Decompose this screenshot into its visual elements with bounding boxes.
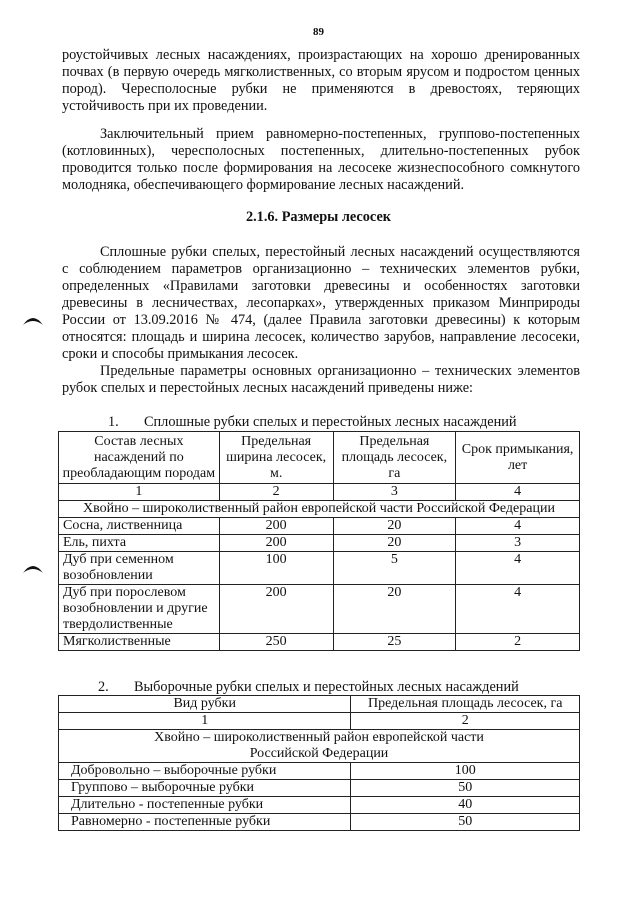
species-cell: Дуб при порослевом возобновлении и другие твердолиственные (59, 585, 220, 634)
table-row (59, 585, 580, 634)
width-cell: 200 (219, 535, 333, 552)
column-header-area: Предельная площадь лесосек, га (351, 696, 580, 713)
table-2-number: 2. (98, 679, 109, 695)
column-header-term: Срок примыкания, лет (456, 432, 580, 484)
column-number: 1 (59, 713, 351, 730)
species-cell: Мягколиственные (59, 634, 220, 651)
term-cell: 4 (456, 518, 580, 535)
binder-hole-mark-icon (22, 565, 44, 574)
region-cell (59, 730, 580, 763)
area-cell: 100 (351, 763, 580, 780)
paragraph-4 (62, 363, 580, 397)
table-header-row (59, 696, 580, 713)
column-number: 2 (219, 484, 333, 501)
paragraph-2 (62, 126, 580, 194)
section-heading: 2.1.6. Размеры лесосек (245, 209, 392, 225)
species-cell: Дуб при семенном возобновлении (59, 552, 220, 585)
width-cell: 200 (219, 585, 333, 634)
table-row (59, 763, 580, 780)
species-cell: Сосна, лиственница (59, 518, 220, 535)
table-row (59, 518, 580, 535)
width-cell: 250 (219, 634, 333, 651)
table-header-row (59, 432, 580, 484)
term-cell: 2 (456, 634, 580, 651)
region-line-1: Хвойно – широколиственный район европейской части (154, 730, 484, 745)
cut-type-cell: Группово – выборочные рубки (59, 780, 351, 797)
binder-hole-mark-icon (22, 317, 44, 326)
column-header-width: Предельная ширина лесосек, м. (219, 432, 333, 484)
table-row (59, 797, 580, 814)
region-row (59, 501, 580, 518)
term-cell: 4 (456, 552, 580, 585)
table-1-caption-text: Сплошные рубки спелых и перестойных лесных насаждений (144, 414, 517, 430)
paragraph-3 (62, 244, 580, 363)
table-row (59, 634, 580, 651)
area-cell: 5 (333, 552, 456, 585)
area-cell: 40 (351, 797, 580, 814)
width-cell: 100 (219, 552, 333, 585)
cut-type-cell: Длительно - постепенные рубки (59, 797, 351, 814)
column-number-row (59, 713, 580, 730)
width-cell: 200 (219, 518, 333, 535)
species-cell: Ель, пихта (59, 535, 220, 552)
column-header-species: Состав лесных насаждений по преобладающим породам (59, 432, 220, 484)
column-number: 3 (333, 484, 456, 501)
column-header-area: Предельная площадь лесосек, га (333, 432, 456, 484)
region-line-2: Российской Федерации (249, 746, 389, 761)
paragraph-1 (62, 47, 580, 115)
page-number: 89 (313, 26, 324, 38)
area-cell: 50 (351, 814, 580, 831)
term-cell: 4 (456, 585, 580, 634)
column-number: 1 (59, 484, 220, 501)
area-cell: 20 (333, 535, 456, 552)
cut-type-cell: Добровольно – выборочные рубки (59, 763, 351, 780)
table-row (59, 552, 580, 585)
table-2-caption (98, 679, 519, 696)
column-header-cut-type: Вид рубки (59, 696, 351, 713)
clear-cutting-table (58, 431, 580, 651)
column-number-row (59, 484, 580, 501)
table-1-number: 1. (108, 414, 119, 430)
area-cell: 50 (351, 780, 580, 797)
paragraph-4-text: Предельные параметры основных организационно – технических элементов рубок спелых и перестойных лесных насаждений приведены ниже: (62, 363, 580, 396)
table-row (59, 814, 580, 831)
region-row (59, 730, 580, 763)
column-number: 4 (456, 484, 580, 501)
area-cell: 20 (333, 585, 456, 634)
region-cell: Хвойно – широколиственный район европейской части Российской Федерации (59, 501, 580, 518)
table-row (59, 535, 580, 552)
column-number: 2 (351, 713, 580, 730)
area-cell: 20 (333, 518, 456, 535)
cut-type-cell: Равномерно - постепенные рубки (59, 814, 351, 831)
table-1-caption (108, 414, 517, 431)
table-2-caption-text: Выборочные рубки спелых и перестойных лесных насаждений (134, 679, 519, 695)
area-cell: 25 (333, 634, 456, 651)
paragraph-1-text: роустойчивых лесных насаждениях, произрастающих на хорошо дренированных почвах (в первую очередь мягколиственных, со вторым ярусом и подростом ценных пород). Чересполосные рубки не применяются в древостоях, теряющих устойчивость при их проведении. (62, 47, 580, 114)
paragraph-3-text: Сплошные рубки спелых, перестойный лесных насаждений осуществляются с соблюдением параметров организационно – технических элементов рубки, определенных «Правилами заготовки древесины и особенностях заготовки древесины в лесничествах, лесопарках», утвержденных приказом Минприроды России от 13.09.2016 № 474, (далее Правила заготовки древесины) к которым относятся: площадь и ширина лесосек, количество зарубов, направление лесосеки, сроки и способы примыкания лесосек. (62, 244, 580, 362)
selective-cutting-table (58, 695, 580, 831)
paragraph-2-text: Заключительный прием равномерно-постепенных, группово-постепенных (котловинных), чересполосных постепенных, длительно-постепенных рубок проводится только после формирования на лесосеке жизнеспособного сомкнутого молодняка, обеспечивающего формирование лесных насаждений. (62, 126, 580, 193)
term-cell: 3 (456, 535, 580, 552)
table-row (59, 780, 580, 797)
